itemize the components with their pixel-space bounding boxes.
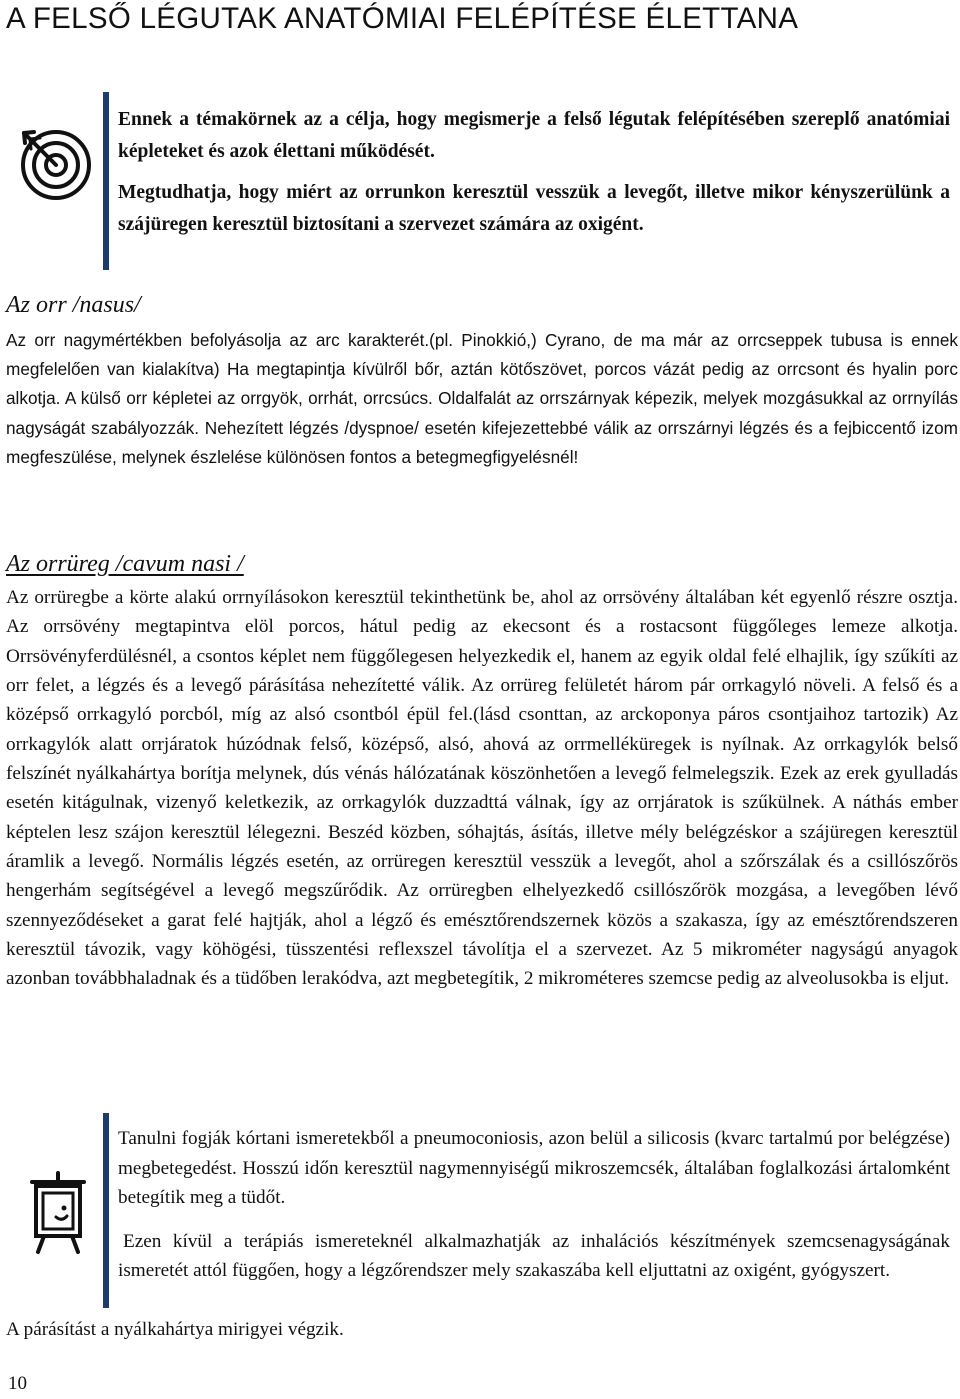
note-paragraph-2: Ezen kívül a terápiás ismereteknél alkalmazhatják az inhalációs készítmények szemcsenagyságának ismeretét attól függően, hogy a légzőrendszer mely szakaszába kell eljuttatni az oxigént, gyógyszert. xyxy=(118,1230,950,1281)
note-accent-bar xyxy=(103,1113,109,1308)
goal-accent-bar xyxy=(103,92,109,270)
page-title: A FELSŐ LÉGUTAK ANATÓMIAI FELÉPÍTÉSE ÉLETTANA xyxy=(6,2,799,35)
page-number: 10 xyxy=(8,1373,27,1394)
nasus-paragraph: Az orr nagymértékben befolyásolja az arc karakterét.(pl. Pinokkió,) Cyrano, de ma már az orrcseppek tubusa is ennek megfelelően van kialakítva) Ha megtapintja kívülről bőr, aztán kötőszövet, porcos vázát pedig az orrcsont és hyalin porc alkotja. A külső orr képletei az orrgyök, orrhát, orrcsúcs. Oldalfalát az orrszárnyak képezik, melyek mozgásukkal az orrnyílás nagyságát szabályozzák. Nehezített légzés /dyspnoe/ esetén kifejezettebbé válik az orrszárnyi légzés és a fejbiccentő izom megfeszülése, melynek észlelése különösen fontos a betegmegfigyelésnél! xyxy=(6,330,958,467)
board-icon xyxy=(26,1170,90,1256)
goal-paragraph-2: Megtudhatja, hogy miért az orrunkon keresztül vesszük a levegőt, illetve mikor kényszerülünk a szájüregen keresztül biztosítani a szervezet számára az oxigént. xyxy=(118,182,950,235)
section-heading-cavum-nasi: Az orrüreg /cavum nasi / xyxy=(6,551,244,577)
closing-sentence: A párásítást a nyálkahártya mirigyei végzik. xyxy=(6,1319,344,1340)
goal-paragraph-1: Ennek a témakörnek az a célja, hogy megismerje a felső légutak felépítésében szereplő anatómiai képleteket és azok élettani működését. xyxy=(118,109,950,162)
goal-box xyxy=(118,104,950,240)
section-heading-nasus: Az orr /nasus/ xyxy=(6,292,141,318)
cavum-nasi-paragraph: Az orrüregbe a körte alakú orrnyílásokon keresztül tekinthetünk be, ahol az orrsövény általában két egyenlő részre osztja. Az orrsövény megtapintva elöl porcos, hátul pedig az ekecsont és a rostacsont függőleges lemeze alkotja. Orrsövényferdülésnél, a csontos képlet nem függőlegesen helyezkedik el, hanem az egyik oldal felé elhajlik, így szűkíti az orr felet, a légzés és a levegő párásítása nehezítetté válik. Az orrüreg felületét három pár orrkagyló növeli. A felső és a középső orrkagyló porcból, míg az alsó csontból épül fel.(lásd csonttan, az arckoponya páros csontjaihoz tartozik) Az orrkagylók alatt orrjáratok húzódnak felső, középső, alsó, ahová az orrmelléküregek is nyílnak. Az orrkagylók belső felszínét nyálkahártya borítja melynek, dús vénás hálózatának köszönhetően a levegő felmelegszik. Ezek az erek gyulladás esetén kitágulnak, vizenyő keletkezik, az orrkagylók duzzadttá válnak, így az orrjáratok is szűkülnek. A náthás ember képtelen lesz szájon keresztül lélegezni. Beszéd közben, sóhajtás, ásítás, illetve mély belégzéskor a szájüregen keresztül áramlik a levegő. Normális légzés esetén, az orrüregen keresztül vesszük a levegőt, ahol a szőrszálak és a csillószőrös hengerhám segítségével a levegő megszűrődik. Az orrüregben elhelyezkedő csillószőrök mozgása, a levegőben lévő szennyeződéseket a garat felé hajtják, ahol a légző és emésztőrendszernek közös a szakasza, így az emésztőrendszeren keresztül távozik, vagy köhögési, tüsszentési reflexszel távolítja el a szervezet. Az 5 mikrométer nagyságú anyagok azonban továbbhaladnak és a tüdőben lerakódva, azt megbetegítik, 2 mikrométeres szemcse pedig az alveolusokba is eljut. xyxy=(6,587,958,990)
note-paragraph-1: Tanulni fogják kórtani ismeretekből a pneumoconiosis, azon belül a silicosis (kvarc tartalmú por belégzése) megbetegedést. Hosszú időn keresztül nagymennyiségű mikroszemcsék, általában foglalkozási ártalomként betegítik meg a tüdőt. xyxy=(118,1128,950,1208)
target-icon xyxy=(14,122,94,202)
note-box xyxy=(118,1124,950,1286)
